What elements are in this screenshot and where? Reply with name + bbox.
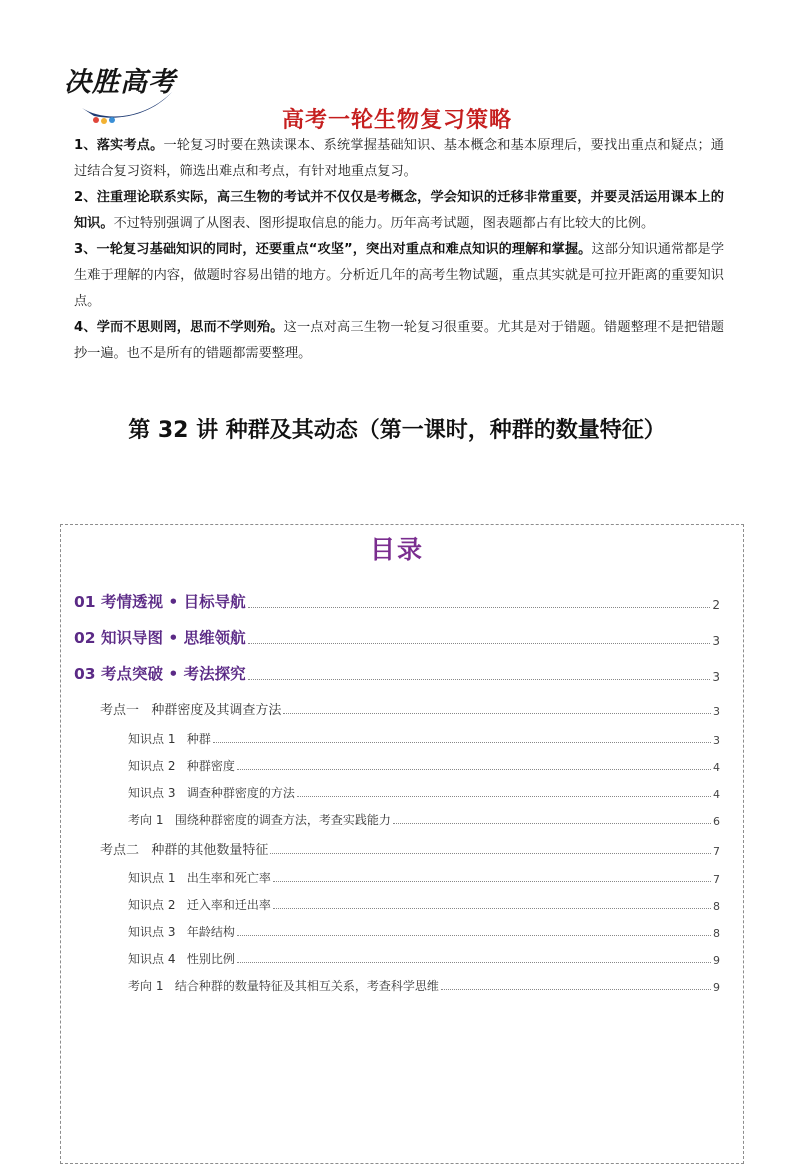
toc-entry-page: 3: [712, 670, 720, 684]
lecture-title: 第 32 讲 种群及其动态（第一课时，种群的数量特征）: [128, 418, 666, 443]
logo-text: 决胜高考: [64, 67, 176, 98]
toc-leader-dots: [270, 853, 711, 854]
strategy-list: [74, 133, 724, 367]
toc-leader-dots: [273, 908, 711, 909]
toc-entry-code: 02: [74, 629, 96, 647]
toc-entry[interactable]: [128, 757, 720, 774]
toc-entry-label: 围绕种群密度的调查方法，考查实践能力: [174, 813, 391, 827]
toc-entry-code: 考向 1: [128, 813, 164, 827]
toc-entry[interactable]: [74, 590, 720, 612]
toc-entry-page: 9: [713, 954, 720, 967]
strategy-item-text: 一轮复习时要在熟读课本、系统掌握基础知识、基本概念和基本原理后，要找出重点和疑点；通过结合复习资料，筛选出难点和考点，有针对地重点复习。: [74, 138, 724, 179]
toc-entry-page: 4: [713, 788, 720, 801]
toc-leader-dots: [273, 881, 711, 882]
strategy-item: [74, 185, 724, 237]
toc-entry-label: 种群密度及其调查方法: [151, 703, 282, 718]
toc-leader-dots: [248, 679, 711, 680]
toc-entry-page: 7: [713, 873, 720, 886]
strategy-item: [74, 237, 724, 315]
toc-entry[interactable]: [128, 896, 720, 913]
toc-entry-code: 知识点 1: [128, 871, 176, 885]
strategy-item: [74, 133, 724, 185]
toc-entry-code: 知识点 2: [128, 898, 176, 912]
toc-entry-page: 3: [713, 705, 720, 718]
toc-entry-page: 3: [712, 634, 720, 648]
toc-entry[interactable]: [128, 730, 720, 747]
toc-entry-code: 03: [74, 665, 96, 683]
toc-entry-code: 考点二: [100, 843, 140, 858]
toc-entry-code: 01: [74, 593, 96, 611]
toc-entry-page: 8: [713, 927, 720, 940]
toc-entry-page: 7: [713, 845, 720, 858]
toc-entry-code: 知识点 1: [128, 732, 176, 746]
strategy-item-heading: 2、注重理论联系实际，高三生物的考试并不仅仅是考概念，学会知识的迁移非常重要，并要灵活运用课本上的知识。: [74, 190, 724, 231]
strategy-item-heading: 4、学而不思则罔，思而不学则殆。: [74, 320, 284, 335]
toc-entry-page: 4: [713, 761, 720, 774]
toc-entry-label: 年龄结构: [186, 925, 235, 939]
toc-entry-label: 考情透视 • 目标导航: [100, 593, 246, 611]
toc-entry-code: 考点一: [100, 703, 140, 718]
toc-entry-code: 知识点 4: [128, 952, 176, 966]
toc-entry[interactable]: [100, 699, 720, 718]
toc-entry[interactable]: [74, 626, 720, 648]
toc-entry-page: 2: [712, 598, 720, 612]
toc-leader-dots: [393, 823, 711, 824]
toc-entry[interactable]: [74, 662, 720, 684]
toc-leader-dots: [237, 935, 711, 936]
toc-leader-dots: [297, 796, 711, 797]
strategy-item: [74, 315, 724, 367]
toc-leader-dots: [213, 742, 711, 743]
strategy-item-text: 这一点对高三生物一轮复习很重要。尤其是对于错题。错题整理不是把错题抄一遍。也不是所有的错题都需要整理。: [74, 320, 724, 361]
toc-entry-label: 迁入率和迁出率: [186, 898, 271, 912]
toc-entry[interactable]: [128, 869, 720, 886]
toc-entry-label: 种群的其他数量特征: [151, 843, 269, 858]
toc-leader-dots: [283, 713, 711, 714]
toc-entry-code: 知识点 3: [128, 925, 176, 939]
toc-entry-label: 出生率和死亡率: [186, 871, 271, 885]
toc-entry[interactable]: [100, 839, 720, 858]
toc-entry-label: 考点突破 • 考法探究: [100, 665, 246, 683]
toc-entry-label: 结合种群的数量特征及其相互关系，考查科学思维: [174, 979, 439, 993]
toc-title: 目录: [369, 535, 424, 564]
toc-entry-page: 3: [713, 734, 720, 747]
strategy-title: 高考一轮生物复习策略: [281, 108, 512, 133]
toc-entry-label: 性别比例: [186, 952, 235, 966]
toc-entry[interactable]: [128, 811, 720, 828]
toc-entry-code: 知识点 2: [128, 759, 176, 773]
toc-entry[interactable]: [128, 784, 720, 801]
toc-leader-dots: [237, 962, 711, 963]
toc-entry-label: 知识导图 • 思维领航: [100, 629, 246, 647]
toc-entry-page: 9: [713, 981, 720, 994]
strategy-item-text: 这部分知识通常都是学生难于理解的内容，做题时容易出错的地方。分析近几年的高考生物试题，重点其实就是可拉开距离的重要知识点。: [74, 242, 725, 309]
toc-entry-code: 知识点 3: [128, 786, 176, 800]
toc-entry-code: 考向 1: [128, 979, 164, 993]
toc-leader-dots: [248, 607, 711, 608]
toc-leader-dots: [237, 769, 711, 770]
toc-entry-label: 种群: [186, 732, 211, 746]
toc-entry-page: 8: [713, 900, 720, 913]
toc-entry-label: 调查种群密度的方法: [186, 786, 295, 800]
toc-entry[interactable]: [128, 977, 720, 994]
strategy-item-heading: 1、落实考点。: [74, 138, 164, 153]
toc-entry-label: 种群密度: [186, 759, 235, 773]
toc-leader-dots: [248, 643, 711, 644]
toc-entry[interactable]: [128, 923, 720, 940]
toc-entry[interactable]: [128, 950, 720, 967]
toc-entry-page: 6: [713, 815, 720, 828]
strategy-item-heading: 3、一轮复习基础知识的同时，还要重点“攻坚”，突出对重点和难点知识的理解和掌握。: [74, 242, 592, 257]
strategy-item-text: 不过特别强调了从图表、图形提取信息的能力。历年高考试题，图表题都占有比较大的比例。: [113, 216, 655, 231]
toc-leader-dots: [441, 989, 711, 990]
